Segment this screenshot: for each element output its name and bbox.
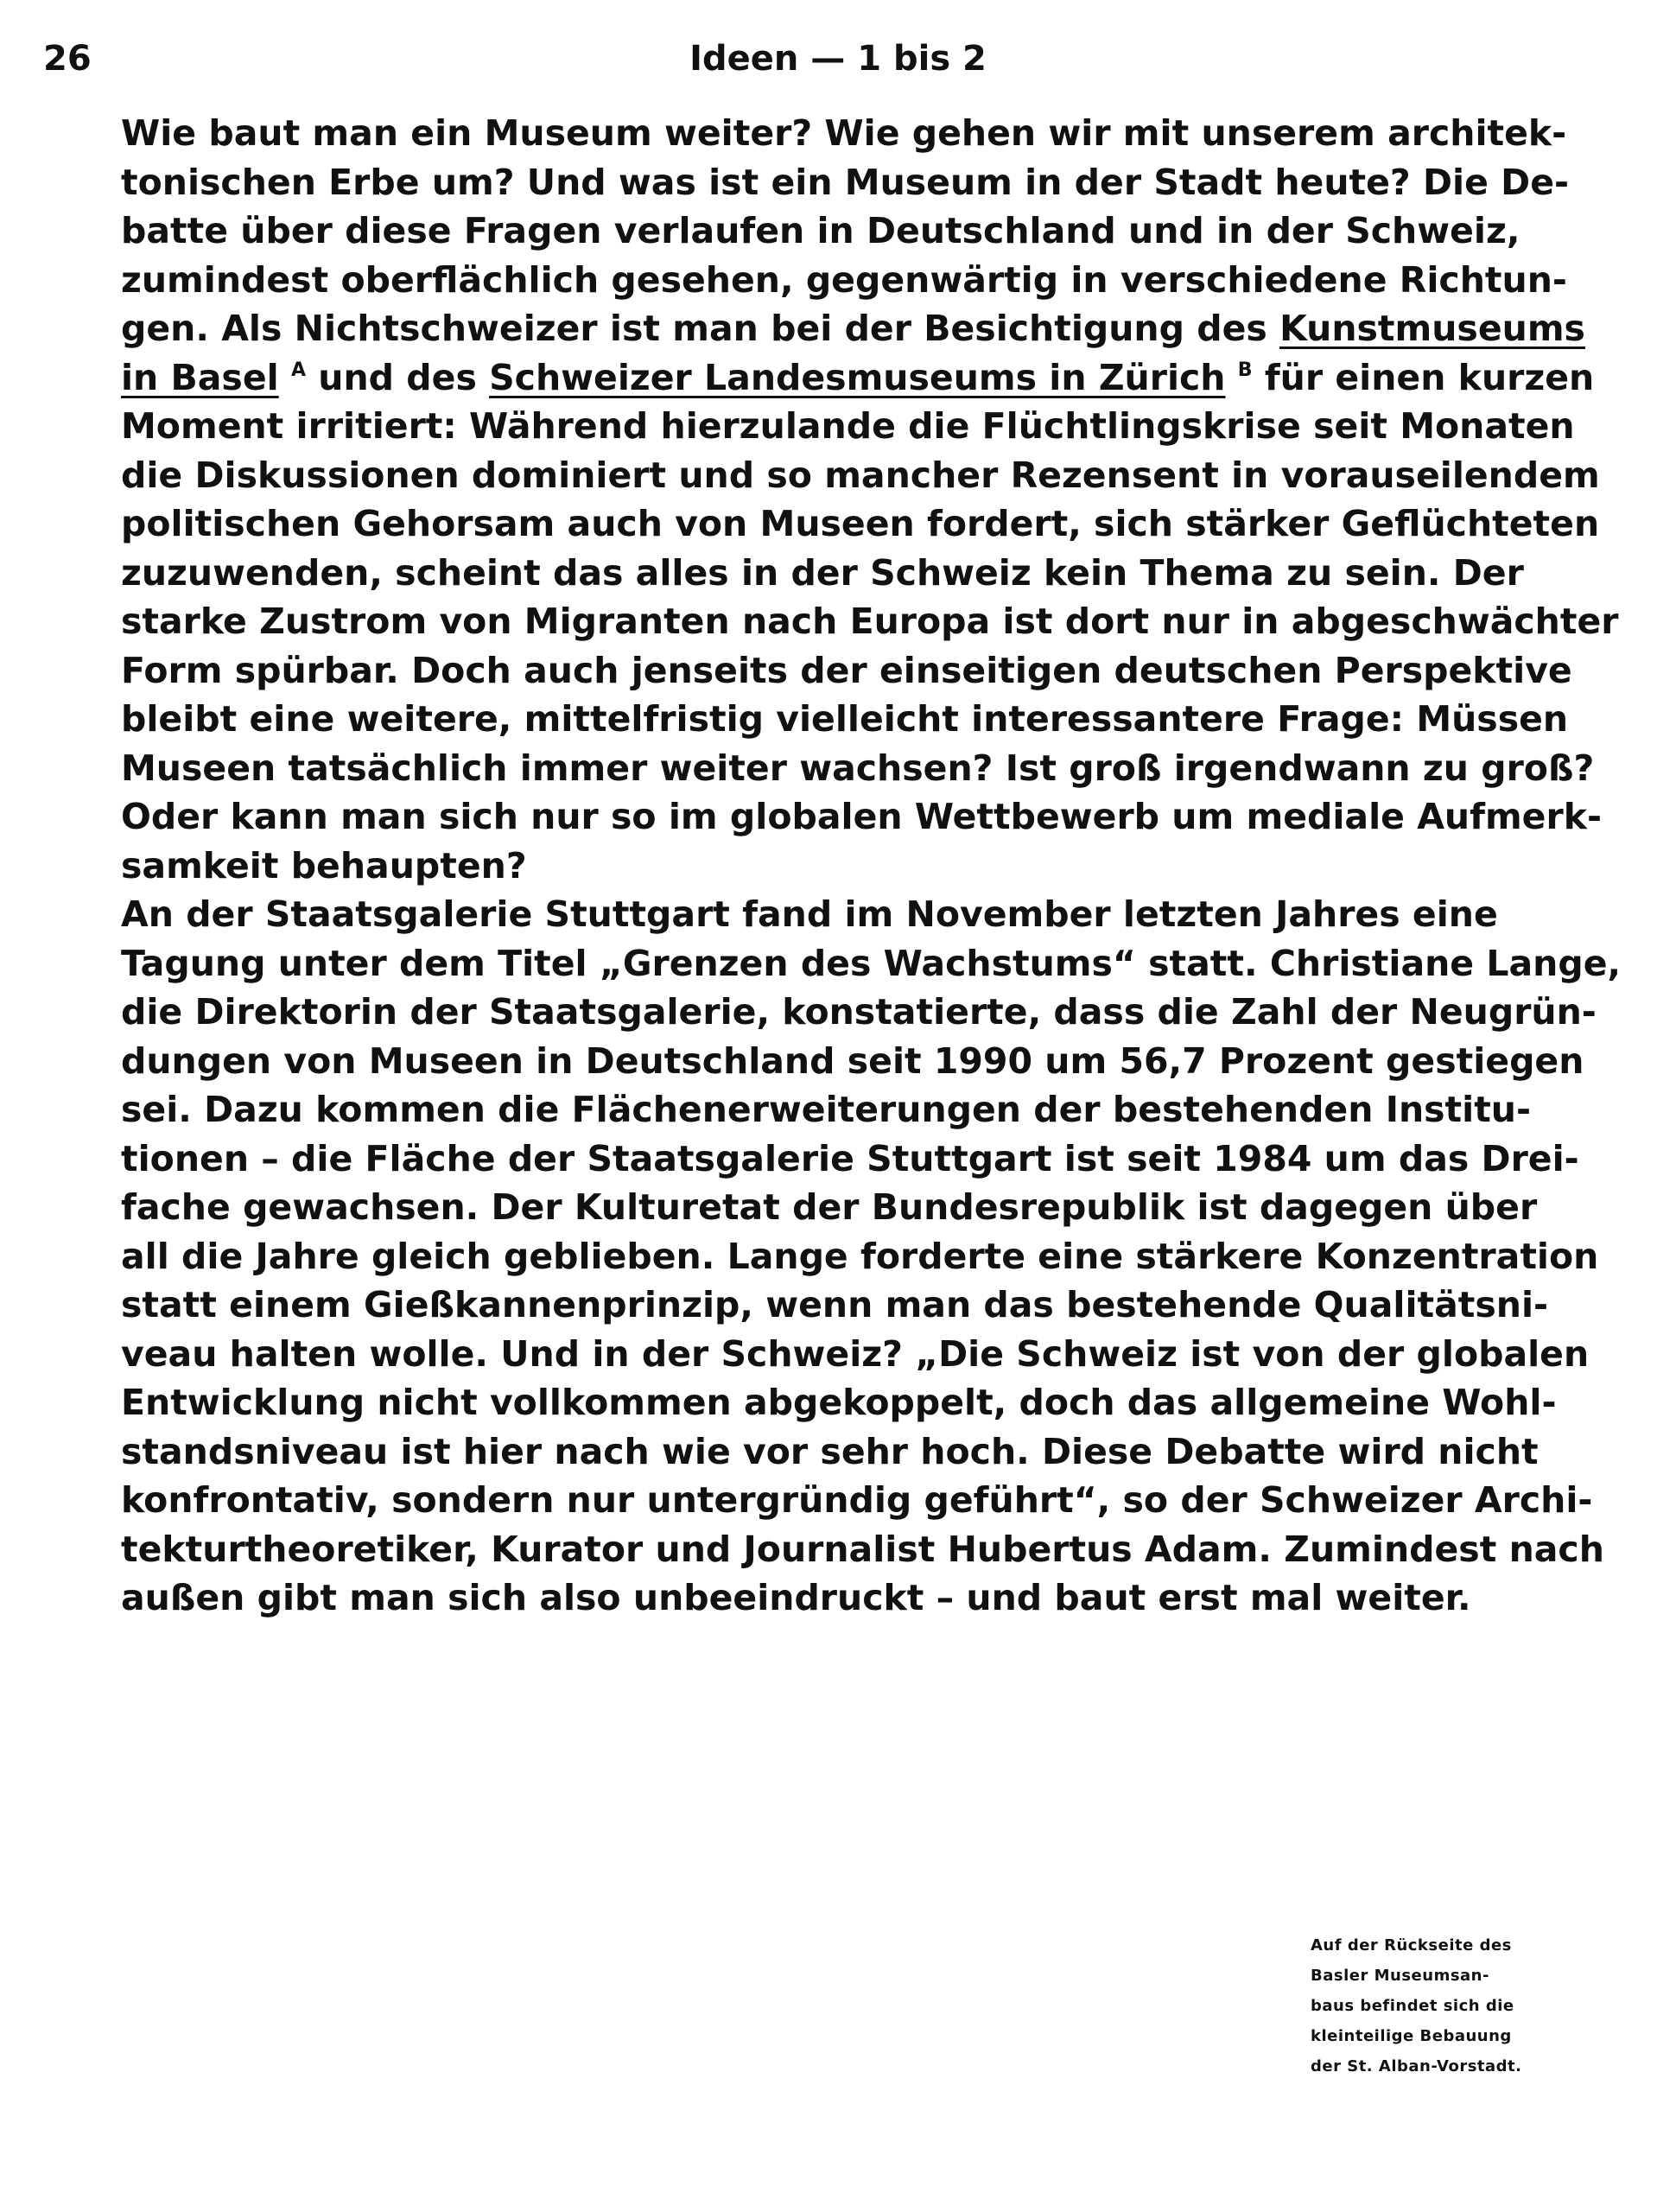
link-kunstmuseum-basel[interactable]: Kunstmuseums (1279, 308, 1585, 349)
text-line: die Direktorin der Staatsgalerie, konstatierte, dass die Zahl der Neugrün- (121, 991, 1597, 1033)
text-line: An der Staatsgalerie Stuttgart fand im November letzten Jahres eine (121, 893, 1498, 935)
link-landesmuseum-zuerich[interactable]: Schweizer Landesmuseums in Zürich (489, 356, 1226, 398)
text-line: sei. Dazu kommen die Flächenerweiterungen der bestehenden Institu- (121, 1089, 1531, 1130)
text-segment: und des (306, 356, 490, 398)
text-line: außen gibt man sich also unbeeindruckt – und baut erst mal weiter. (121, 1577, 1471, 1618)
text-line: Entwicklung nicht vollkommen abgekoppelt, doch das allgemeine Wohl- (121, 1382, 1557, 1423)
running-head: Ideen — 1 bis 2 (689, 39, 987, 79)
text-line: dungen von Museen in Deutschland seit 1990 um 56,7 Prozent gestiegen (121, 1039, 1584, 1082)
text-line: tionen – die Fläche der Staatsgalerie Stuttgart ist seit 1984 um das Drei- (121, 1137, 1579, 1179)
text-line: tonischen Erbe um? Und was ist ein Museum in der Stadt heute? Die De- (121, 161, 1570, 203)
text-segment: gen. Als Nichtschweizer ist man bei der Besichtigung des (121, 308, 1280, 349)
text-line: fache gewachsen. Der Kulturetat der Bundesrepublik ist dagegen über (121, 1186, 1538, 1228)
text-line: Moment irritiert: Während hierzulande die Flüchtlingskrise seit Monaten (121, 405, 1575, 447)
text-line (121, 353, 1595, 403)
text-line: die Diskussionen dominiert und so mancher Rezensent in vorauseilendem (121, 454, 1600, 496)
caption-line: Auf der Rückseite des (1311, 1936, 1512, 1955)
text-line: Wie baut man ein Museum weiter? Wie gehen wir mit unserem architek- (121, 112, 1567, 154)
text-line: samkeit behaupten? (121, 844, 527, 887)
caption-line: der St. Alban-Vorstadt. (1311, 2057, 1522, 2075)
text-line: bleibt eine weitere, mittelfristig vielleicht interessantere Frage: Müssen (121, 698, 1569, 740)
text-line: Museen tatsächlich immer weiter wachsen? Ist groß irgendwann zu groß? (121, 747, 1595, 789)
text-line: standsniveau ist hier nach wie vor sehr hoch. Diese Debatte wird nicht (121, 1430, 1539, 1472)
caption-line: kleinteilige Bebauung (1311, 2027, 1512, 2045)
text-line: batte über diese Fragen verlaufen in Deutschland und in der Schweiz, (121, 210, 1520, 251)
article-body (121, 109, 1622, 1623)
caption-line: Basler Museumsan- (1311, 1967, 1489, 1985)
text-line (121, 304, 1585, 353)
text-line: veau halten wolle. Und in der Schweiz? „Die Schweiz ist von der globalen (121, 1332, 1590, 1375)
page-number: 26 (43, 39, 92, 79)
reference-marker-a[interactable]: A (290, 359, 307, 381)
text-line: Oder kann man sich nur so im globalen Wettbewerb um mediale Aufmerk- (121, 796, 1602, 837)
text-line: konfrontativ, sondern nur untergründig geführt“, so der Schweizer Archi- (121, 1479, 1593, 1521)
text-line: zuzuwenden, scheint das alles in der Schweiz kein Thema zu sein. Der (121, 551, 1524, 594)
text-line: zumindest oberflächlich gesehen, gegenwärtig in verschiedene Richtun- (121, 258, 1567, 301)
reference-marker-b[interactable]: B (1237, 359, 1253, 381)
text-line: tekturtheoretiker, Kurator und Journalist Hubertus Adam. Zumindest nach (121, 1528, 1604, 1570)
text-line: Tagung unter dem Titel „Grenzen des Wachstums“ statt. Christiane Lange, (121, 942, 1622, 984)
text-line: Form spürbar. Doch auch jenseits der einseitigen deutschen Perspektive (121, 649, 1572, 691)
image-caption (1311, 1930, 1570, 2082)
text-line: starke Zustrom von Migranten nach Europa ist dort nur in abgeschwächter (121, 601, 1619, 642)
text-line: statt einem Gießkannenprinzip, wenn man das bestehende Qualitätsni- (121, 1284, 1549, 1325)
paragraph-2 (121, 890, 1622, 1623)
text-line: all die Jahre gleich geblieben. Lange forderte eine stärkere Konzentration (121, 1235, 1599, 1277)
link-kunstmuseum-basel-cont[interactable]: in Basel (121, 356, 279, 398)
text-line: politischen Gehorsam auch von Museen fordert, sich stärker Geflüchteten (121, 503, 1600, 544)
paragraph-1 (121, 109, 1619, 890)
caption-line: baus befindet sich die (1311, 1997, 1514, 2015)
text-segment: für einen kurzen (1252, 356, 1595, 398)
